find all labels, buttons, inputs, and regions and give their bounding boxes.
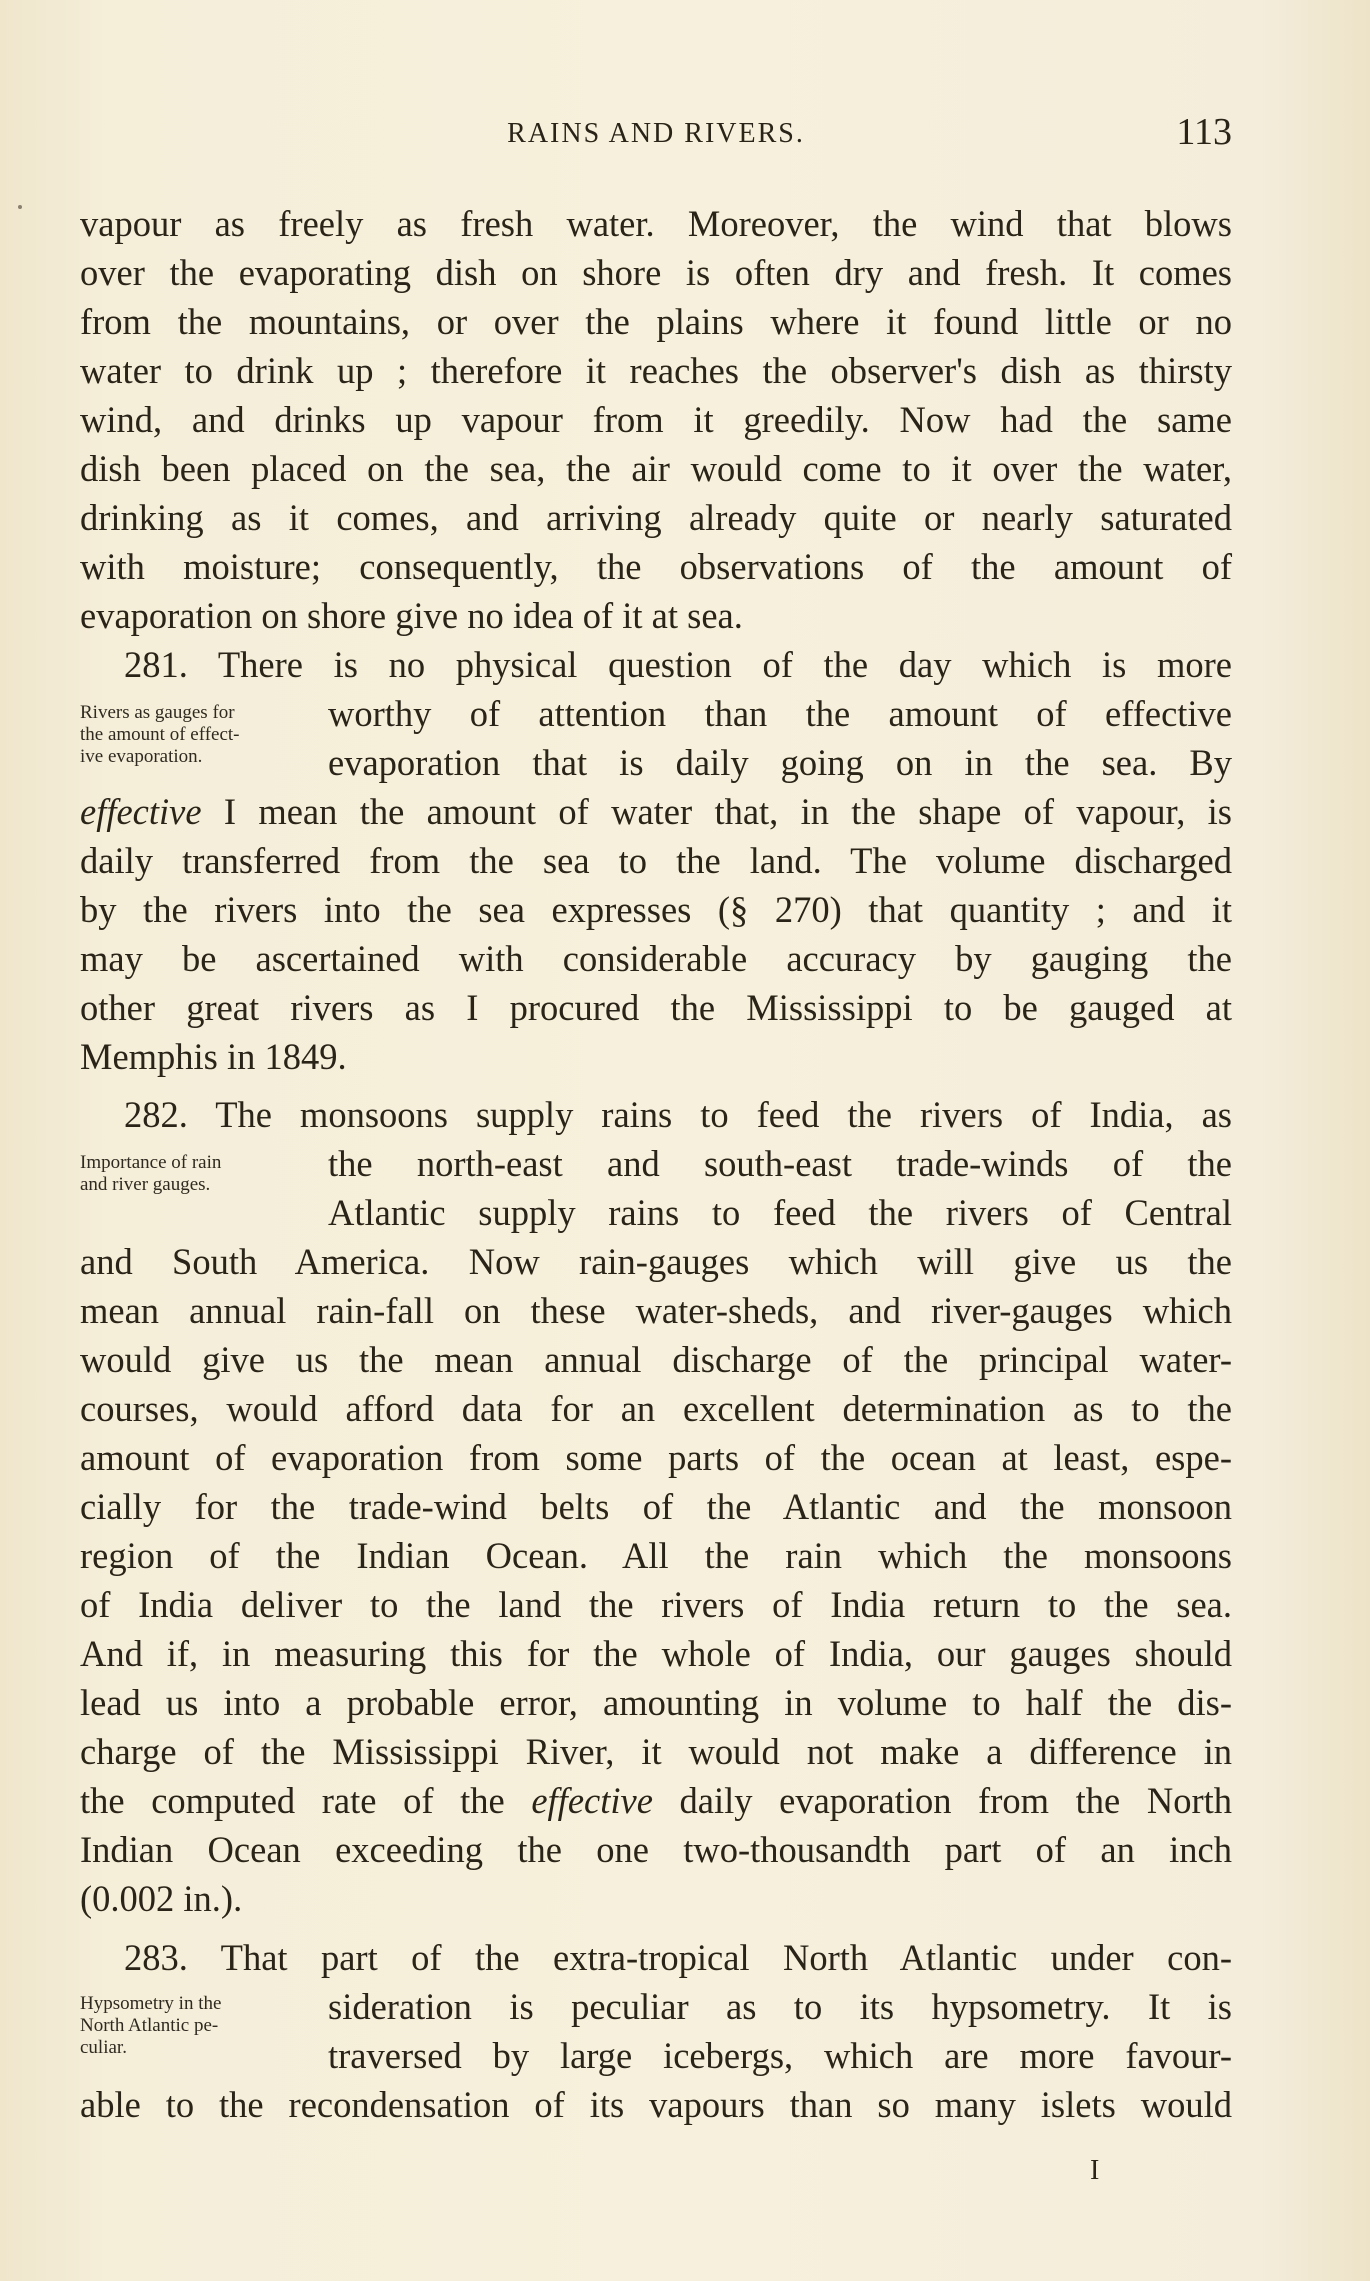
margin-note-283-line-2: North Atlantic pe- bbox=[80, 2015, 219, 2036]
body-line-33 bbox=[80, 1776, 1232, 1825]
emphasis-effective-2: effective bbox=[531, 1780, 653, 1821]
body-line-38: traversed by large icebergs, which are more favour- bbox=[328, 2035, 1232, 2076]
margin-note-282 bbox=[80, 1152, 310, 1196]
body-line-24: would give us the mean annual discharge of the principal water- bbox=[80, 1339, 1232, 1380]
paper-speck bbox=[18, 205, 22, 209]
body-line-23: mean annual rain-fall on these water-sheds, and river-gauges which bbox=[80, 1290, 1232, 1331]
body-line-39: able to the recondensation of its vapours than so many islets would bbox=[80, 2084, 1232, 2125]
body-line-7: drinking as it comes, and arriving already quite or nearly saturated bbox=[80, 497, 1232, 538]
body-line-13-rest: I mean the amount of water that, in the shape of vapour, is bbox=[201, 791, 1232, 832]
body-line-37: sideration is peculiar as to its hypsometry. It is bbox=[328, 1986, 1232, 2027]
page-number: 113 bbox=[1176, 111, 1232, 153]
body-line-18: Memphis in 1849. bbox=[80, 1036, 347, 1077]
body-line-13 bbox=[80, 787, 1232, 836]
body-line-29: of India deliver to the land the rivers of India return to the sea. bbox=[80, 1584, 1232, 1625]
margin-note-282-line-1: Importance of rain bbox=[80, 1152, 222, 1173]
body-line-15: by the rivers into the sea expresses (§ 270) that quantity ; and it bbox=[80, 889, 1232, 930]
running-title: RAINS AND RIVERS. bbox=[507, 118, 805, 149]
margin-note-281 bbox=[80, 702, 310, 768]
body-line-4: water to drink up ; therefore it reaches the observer's dish as thirsty bbox=[80, 350, 1232, 391]
body-line-21: Atlantic supply rains to feed the rivers of Central bbox=[328, 1192, 1232, 1233]
body-line-31: lead us into a probable error, amounting in volume to half the dis- bbox=[80, 1682, 1232, 1723]
body-line-12: evaporation that is daily going on in the sea. By bbox=[328, 742, 1232, 783]
body-line-25: courses, would afford data for an excellent determination as to the bbox=[80, 1388, 1232, 1429]
body-line-20: the north-east and south-east trade-winds of the bbox=[328, 1143, 1232, 1184]
body-line-27: cially for the trade-wind belts of the Atlantic and the monsoon bbox=[80, 1486, 1232, 1527]
body-line-33-pre: the computed rate of the bbox=[80, 1780, 532, 1821]
running-head bbox=[80, 110, 1232, 170]
body-line-32: charge of the Mississippi River, it would not make a difference in bbox=[80, 1731, 1232, 1772]
body-line-33-post: daily evaporation from the North bbox=[652, 1780, 1233, 1821]
body-line-6: dish been placed on the sea, the air would come to it over the water, bbox=[80, 448, 1232, 489]
paragraph-281-start: 281. There is no physical question of the day which is more bbox=[124, 644, 1232, 685]
body-line-34: Indian Ocean exceeding the one two-thousandth part of an inch bbox=[80, 1829, 1232, 1870]
body-line-26: amount of evaporation from some parts of the ocean at least, espe- bbox=[80, 1437, 1232, 1478]
body-line-9: evaporation on shore give no idea of it at sea. bbox=[80, 595, 743, 636]
margin-note-281-line-3: ive evaporation. bbox=[80, 746, 203, 767]
paragraph-283-start: 283. That part of the extra-tropical North Atlantic under con- bbox=[124, 1937, 1232, 1978]
body-line-8: with moisture; consequently, the observations of the amount of bbox=[80, 546, 1232, 587]
body-line-35: (0.002 in.). bbox=[80, 1878, 243, 1919]
body-line-22: and South America. Now rain-gauges which will give us the bbox=[80, 1241, 1232, 1282]
margin-note-283-line-1: Hypsometry in the bbox=[80, 1993, 222, 2014]
body-line-17: other great rivers as I procured the Mississippi to be gauged at bbox=[80, 987, 1232, 1028]
margin-note-281-line-2: the amount of effect- bbox=[80, 724, 240, 745]
body-line-30: And if, in measuring this for the whole of India, our gauges should bbox=[80, 1633, 1232, 1674]
body-line-28: region of the Indian Ocean. All the rain which the monsoons bbox=[80, 1535, 1232, 1576]
body-line-1: vapour as freely as fresh water. Moreover, the wind that blows bbox=[80, 203, 1232, 244]
margin-note-281-line-1: Rivers as gauges for bbox=[80, 702, 235, 723]
body-line-16: may be ascertained with considerable accuracy by gauging the bbox=[80, 938, 1232, 979]
emphasis-effective: effective bbox=[80, 791, 202, 832]
paragraph-282-start: 282. The monsoons supply rains to feed the rivers of India, as bbox=[124, 1094, 1232, 1135]
signature-mark: I bbox=[1090, 2155, 1100, 2186]
body-line-2: over the evaporating dish on shore is often dry and fresh. It comes bbox=[80, 252, 1232, 293]
margin-note-282-line-2: and river gauges. bbox=[80, 1174, 211, 1195]
body-line-11: worthy of attention than the amount of effective bbox=[328, 693, 1232, 734]
margin-note-283 bbox=[80, 1993, 310, 2059]
margin-note-283-line-3: culiar. bbox=[80, 2037, 127, 2058]
body-line-3: from the mountains, or over the plains where it found little or no bbox=[80, 301, 1232, 342]
body-line-5: wind, and drinks up vapour from it greedily. Now had the same bbox=[80, 399, 1232, 440]
body-line-14: daily transferred from the sea to the land. The volume discharged bbox=[80, 840, 1232, 881]
